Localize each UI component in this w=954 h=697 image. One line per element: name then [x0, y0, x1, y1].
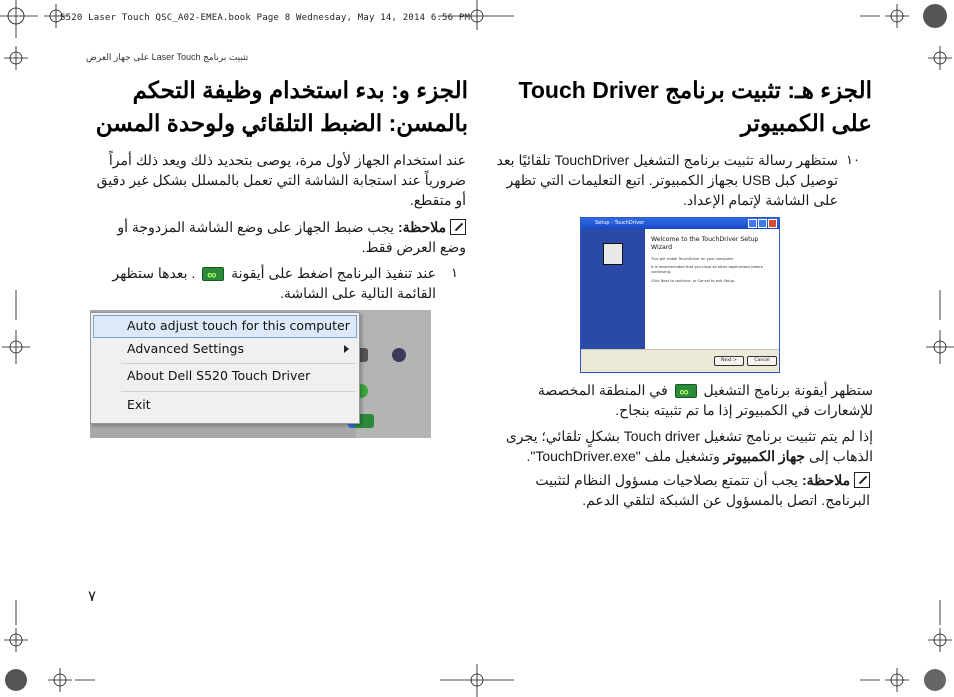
step-text-b: . بعدها ستظهر القائمة التالية على الشاشة. — [112, 265, 436, 301]
fallback-paragraph — [495, 426, 873, 466]
intro-paragraph: عند استخدام الجهاز لأول مرة، يوصى بتحديد ذلك ويعد ذلك أمراً ضرورياً عند استجابة الشاشة التي تعمل بالمسلل بشكل غير دقيق أو متقطع. — [96, 152, 466, 208]
touch-driver-tray-icon — [202, 267, 224, 281]
menu-separator — [121, 391, 355, 392]
step-number: ١ — [451, 265, 458, 280]
context-menu-screenshot — [90, 310, 431, 438]
touch-driver-context-menu — [90, 312, 360, 424]
fallback-text-a: إذا لم يتم تثبيت برنامج تشغيل Touch driver بشكلٍ تلقائي؛ يجرى الذهاب إلى — [505, 428, 873, 464]
section-title-part-f: الجزء و: بدء استخدام وظيفة التحكم بالمسن: الضبط التلقائي ولوحدة المسن — [95, 77, 468, 136]
note-pencil-icon — [450, 219, 466, 235]
my-computer-label: جهاز الكمبيوتر — [723, 448, 806, 464]
page-number: ٧ — [88, 588, 97, 605]
cancel-button[interactable]: Cancel — [747, 356, 777, 366]
touch-driver-tray-icon — [675, 384, 697, 398]
step-number: ١٠ — [846, 152, 860, 167]
success-text-b: في المنطقة المخصصة للإشعارات في الكمبيوتر إذا ما تم تثبيته بنجاح. — [537, 382, 873, 418]
success-text-a: ستظهر أيقونة برنامج التشغيل — [703, 382, 873, 398]
next-button[interactable]: Next > — [714, 356, 744, 366]
mode-note — [88, 217, 466, 257]
tray-webcam-icon — [392, 348, 406, 362]
print-slug: S520 Laser Touch QSC_A02-EMEA.book Page 8 Wednesday, May 14, 2014 6:56 PM — [60, 13, 471, 23]
installer-line-3: Click Next to continue, or Cancel to exit Setup. — [651, 279, 736, 283]
installer-line-1: This will install TouchDriver on your computer. — [651, 257, 734, 261]
install-step — [495, 150, 860, 210]
calibration-step — [88, 263, 458, 303]
note-label: ملاحظة: — [801, 472, 851, 488]
maximize-icon — [758, 219, 767, 228]
note-text: يجب ضبط الجهاز على وضع الشاشة المزدوجة أو وضع العرض فقط. — [117, 219, 466, 255]
fallback-text-b: وتشغيل ملف "TouchDriver.exe". — [526, 448, 720, 464]
system-tray — [356, 310, 431, 438]
close-icon — [768, 219, 777, 228]
admin-note — [520, 470, 870, 510]
installer-logo-icon — [603, 243, 623, 265]
submenu-arrow-icon — [344, 345, 349, 353]
running-head: تثبيت برنامج Laser Touch على جهاز العرض — [86, 52, 249, 62]
installer-titlebar — [581, 218, 779, 229]
success-paragraph — [495, 380, 873, 420]
installer-window-title: Setup - TouchDriver — [595, 220, 645, 226]
installer-line-2: It is recommended that you close all other applications before continuing. — [651, 265, 763, 274]
menu-item-label: Advanced Settings — [127, 341, 244, 356]
installer-footer — [581, 349, 779, 372]
note-text: يجب أن تتمتع بصلاحيات مسؤول النظام لتثبيت البرنامج. اتصل بالمسؤول عن الشبكة لتلقي الدعم. — [535, 472, 870, 508]
section-title-part-e: الجزء هـ: تثبيت برنامج Touch Driver على الكمبيوتر — [518, 77, 872, 136]
menu-item-about[interactable]: About Dell S520 Touch Driver — [127, 368, 311, 383]
step-text — [88, 263, 436, 303]
menu-item-advanced-settings[interactable] — [93, 338, 357, 361]
step-text: ستظهر رسالة تثبيت برنامج التشغيل TouchDriver تلقائيًا بعد توصيل كبل USB بجهاز الكمبيوتر. اتبع التعليمات التي تظهر على الشاشة لإتمام الإعداد. — [496, 152, 838, 208]
note-label: ملاحظة: — [397, 219, 447, 235]
installer-screenshot — [580, 217, 780, 373]
note-pencil-icon — [854, 472, 870, 488]
minimize-icon — [748, 219, 757, 228]
installer-content — [651, 236, 777, 284]
installer-heading: Welcome to the TouchDriver Setup Wizard — [651, 236, 759, 251]
menu-separator — [121, 363, 355, 364]
menu-item-auto-adjust[interactable]: Auto adjust touch for this computer — [93, 315, 357, 338]
installer-side-banner — [581, 229, 645, 350]
step-text-a: عند تنفيذ البرنامج اضغط على أيقونة — [231, 265, 436, 281]
menu-item-exit[interactable]: Exit — [127, 397, 151, 412]
